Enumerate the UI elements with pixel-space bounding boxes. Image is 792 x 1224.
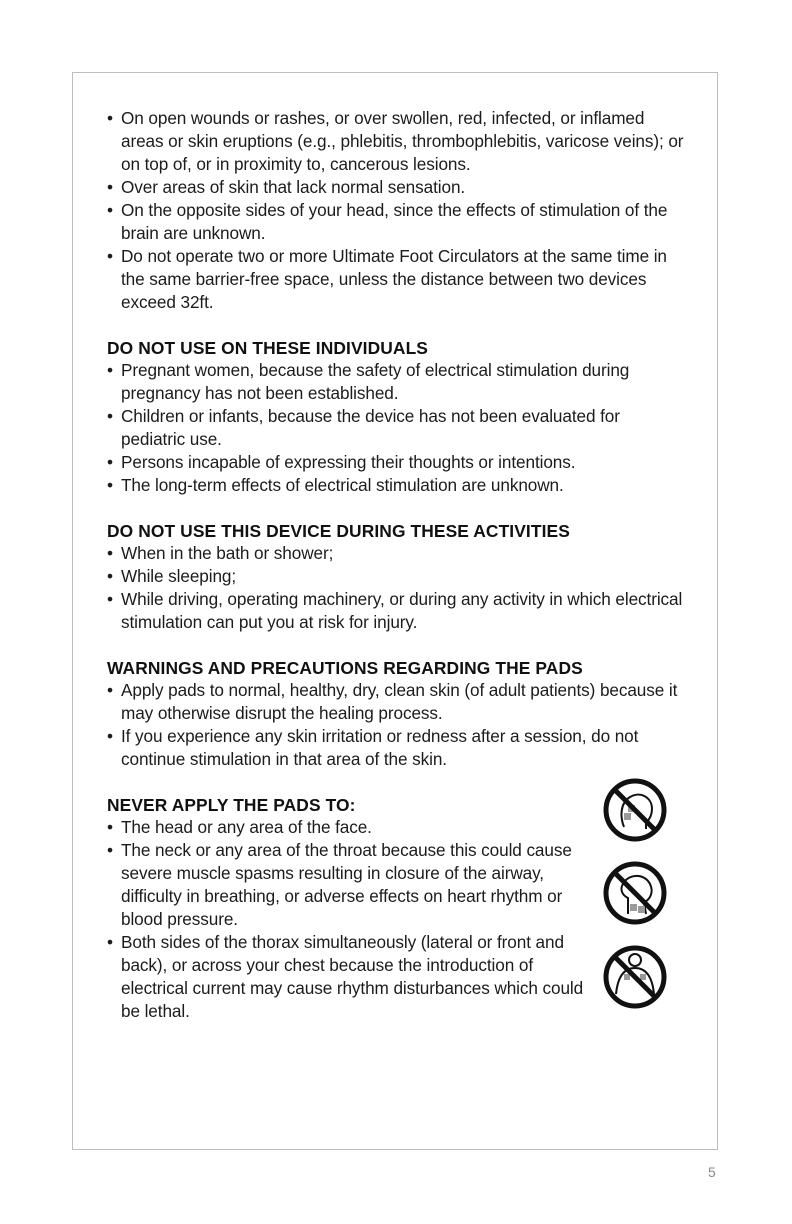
list-item: • Over areas of skin that lack normal sensation. bbox=[107, 176, 687, 199]
list-item: • The long-term effects of electrical stimulation are unknown. bbox=[107, 474, 687, 497]
list-item: • On open wounds or rashes, or over swollen, red, infected, or inflamed areas or skin eruptions (e.g., phlebitis, thrombophlebitis, varicose veins); or on top of, or in proximity to, cancerous lesions. bbox=[107, 107, 687, 176]
list-item: • Pregnant women, because the safety of electrical stimulation during pregnancy has not been established. bbox=[107, 359, 687, 405]
individuals-heading: DO NOT USE ON THESE INDIVIDUALS bbox=[107, 338, 428, 358]
individuals-list bbox=[107, 359, 687, 497]
list-item: • While driving, operating machinery, or during any activity in which electrical stimulation can put you at risk for injury. bbox=[107, 588, 687, 634]
activities-list bbox=[107, 542, 687, 634]
page-number: 5 bbox=[708, 1164, 716, 1180]
list-item: • Apply pads to normal, healthy, dry, clean skin (of adult patients) because it may otherwise disrupt the healing process. bbox=[107, 679, 687, 725]
warnings-list bbox=[107, 679, 687, 771]
list-item: • The head or any area of the face. bbox=[107, 816, 587, 839]
never-apply-list bbox=[107, 816, 587, 1023]
warnings-heading: WARNINGS AND PRECAUTIONS REGARDING THE PADS bbox=[107, 658, 583, 678]
activities-heading: DO NOT USE THIS DEVICE DURING THESE ACTIVITIES bbox=[107, 521, 570, 541]
contraindication-list bbox=[107, 107, 687, 314]
no-pads-on-chest-icon bbox=[602, 944, 668, 1010]
never-apply-heading: NEVER APPLY THE PADS TO: bbox=[107, 795, 356, 815]
no-pads-on-neck-icon bbox=[602, 860, 668, 926]
list-item: • While sleeping; bbox=[107, 565, 687, 588]
page-content bbox=[107, 107, 687, 1023]
never-apply-section bbox=[107, 794, 687, 1023]
list-item: • If you experience any skin irritation or redness after a session, do not continue stimulation in that area of the skin. bbox=[107, 725, 687, 771]
list-item: • On the opposite sides of your head, since the effects of stimulation of the brain are unknown. bbox=[107, 199, 687, 245]
list-item: • The neck or any area of the throat because this could cause severe muscle spasms resulting in closure of the airway, difficulty in breathing, or adverse effects on heart rhythm or blood pressure. bbox=[107, 839, 587, 931]
list-item: • When in the bath or shower; bbox=[107, 542, 687, 565]
list-item: • Persons incapable of expressing their thoughts or intentions. bbox=[107, 451, 687, 474]
list-item: • Both sides of the thorax simultaneously (lateral or front and back), or across your chest because the introduction of electrical current may cause rhythm disturbances which could be lethal. bbox=[107, 931, 587, 1023]
list-item: • Do not operate two or more Ultimate Foot Circulators at the same time in the same barrier-free space, unless the distance between two devices exceed 32ft. bbox=[107, 245, 687, 314]
no-pads-on-head-icon bbox=[602, 777, 668, 843]
list-item: • Children or infants, because the device has not been evaluated for pediatric use. bbox=[107, 405, 687, 451]
